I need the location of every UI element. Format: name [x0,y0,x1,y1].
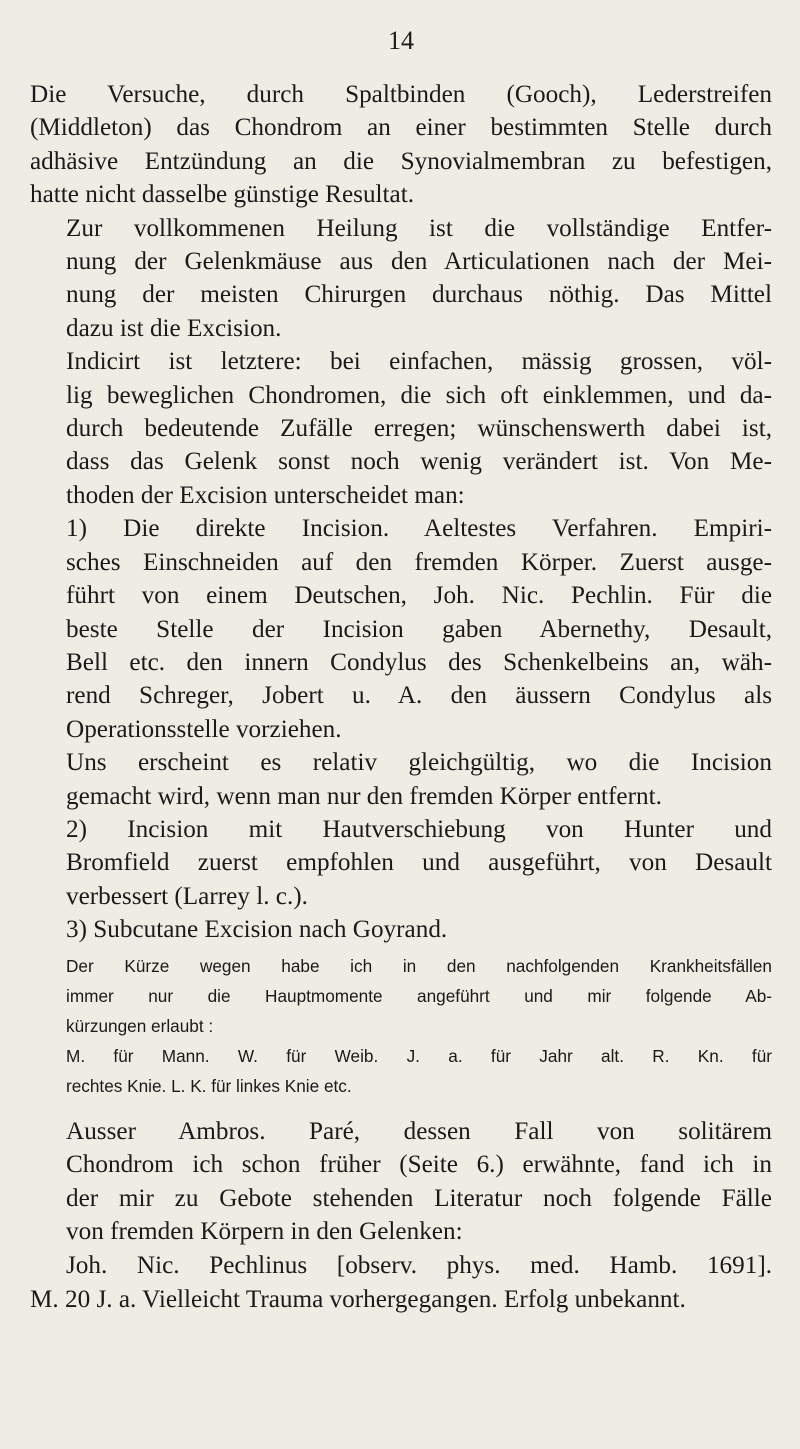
text-line: (Middleton) das Chondrom an einer bestimmten Stelle durch [30,114,772,142]
text-line: 1) Die direkte Incision. Aeltestes Verfahren. Empiri- [66,515,772,543]
text-line: nung der meisten Chirurgen durchaus nöthig. Das Mittel [66,281,772,309]
note-line: kürzungen erlaubt : [66,1015,214,1036]
text-line: Chondrom ich schon früher (Seite 6.) erwähnte, fand ich in [66,1151,772,1179]
text-line: beste Stelle der Incision gaben Abernethy, Desault, [66,615,772,643]
text-line: dazu ist die Excision. [66,314,282,342]
main-text [30,78,772,947]
footnote-abbreviations [30,951,772,1101]
text-line: gemacht wird, wenn man nur den fremden Körper entfernt. [66,782,662,810]
note-line: M. für Mann. W. für Weib. J. a. für Jahr alt. R. Kn. für [66,1045,772,1066]
text-line: hatte nicht dasselbe günstige Resultat. [30,181,415,209]
paragraph-3 [30,345,772,512]
text-line: Ausser Ambros. Paré, dessen Fall von solitärem [66,1117,772,1145]
text-line: der mir zu Gebote stehenden Literatur noch folgende Fälle [66,1184,772,1212]
text-line: adhäsive Entzündung an die Synovialmembran zu befestigen, [30,147,772,175]
case-entry-detail [30,1283,772,1317]
text-line: Joh. Nic. Pechlinus [observ. phys. med. Hamb. 1691]. [66,1251,772,1279]
text-line: von fremden Körpern in den Gelenken: [66,1218,463,1246]
case-entry-pechlinus [30,1249,772,1283]
text-line: Operationsstelle vorziehen. [66,715,342,743]
paragraph-1 [30,78,772,212]
paragraph-4 [30,512,772,746]
text-line: 2) Incision mit Hautverschiebung von Hunter und [66,815,772,843]
text-line: dass das Gelenk sonst noch wenig verändert ist. Von Me- [66,448,772,476]
text-line: Uns erscheint es relativ gleichgültig, wo die Incision [66,749,772,777]
text-line: durch bedeutende Zufälle erregen; wünschenswerth dabei ist, [66,415,772,443]
text-line: Die Versuche, durch Spaltbinden (Gooch), Lederstreifen [30,81,772,108]
text-line: nung der Gelenkmäuse aus den Articulationen nach der Mei- [66,248,772,276]
text-line: verbessert (Larrey l. c.). [66,882,308,910]
text-line: 3) Subcutane Excision nach Goyrand. [66,916,448,944]
note-line: Der Kürze wegen habe ich in den nachfolgenden Krankheitsfällen [66,955,772,976]
paragraph-5 [30,746,772,813]
text-line: Zur vollkommenen Heilung ist die vollständige Entfer- [66,214,772,242]
case-list [30,1115,772,1317]
text-line: Bell etc. den innern Condylus des Schenkelbeins an, wäh- [66,648,772,676]
text-line: Indicirt ist letztere: bei einfachen, mässig grossen, völ- [66,348,772,376]
paragraph-7 [30,913,772,946]
note-line: rechtes Knie. L. K. für linkes Knie etc. [66,1075,352,1096]
paragraph-6 [30,813,772,913]
paragraph-after-1 [30,1115,772,1249]
text-line: thoden der Excision unterscheidet man: [66,481,465,509]
text-line: rend Schreger, Jobert u. A. den äussern Condylus als [66,682,772,710]
paragraph-2 [30,212,772,346]
text-line: führt von einem Deutschen, Joh. Nic. Pechlin. Für die [66,582,772,610]
text-line: lig beweglichen Chondromen, die sich oft einklemmen, und da- [66,381,772,409]
text-line: M. 20 J. a. Vielleicht Trauma vorhergegangen. Erfolg unbekannt. [30,1285,686,1313]
text-line: Bromfield zuerst empfohlen und ausgeführt, von Desault [66,849,772,877]
page-number: 14 [388,26,414,55]
note-line: immer nur die Hauptmomente angeführt und mir folgende Ab- [66,985,772,1006]
text-line: sches Einschneiden auf den fremden Körper. Zuerst ausge- [66,548,772,576]
